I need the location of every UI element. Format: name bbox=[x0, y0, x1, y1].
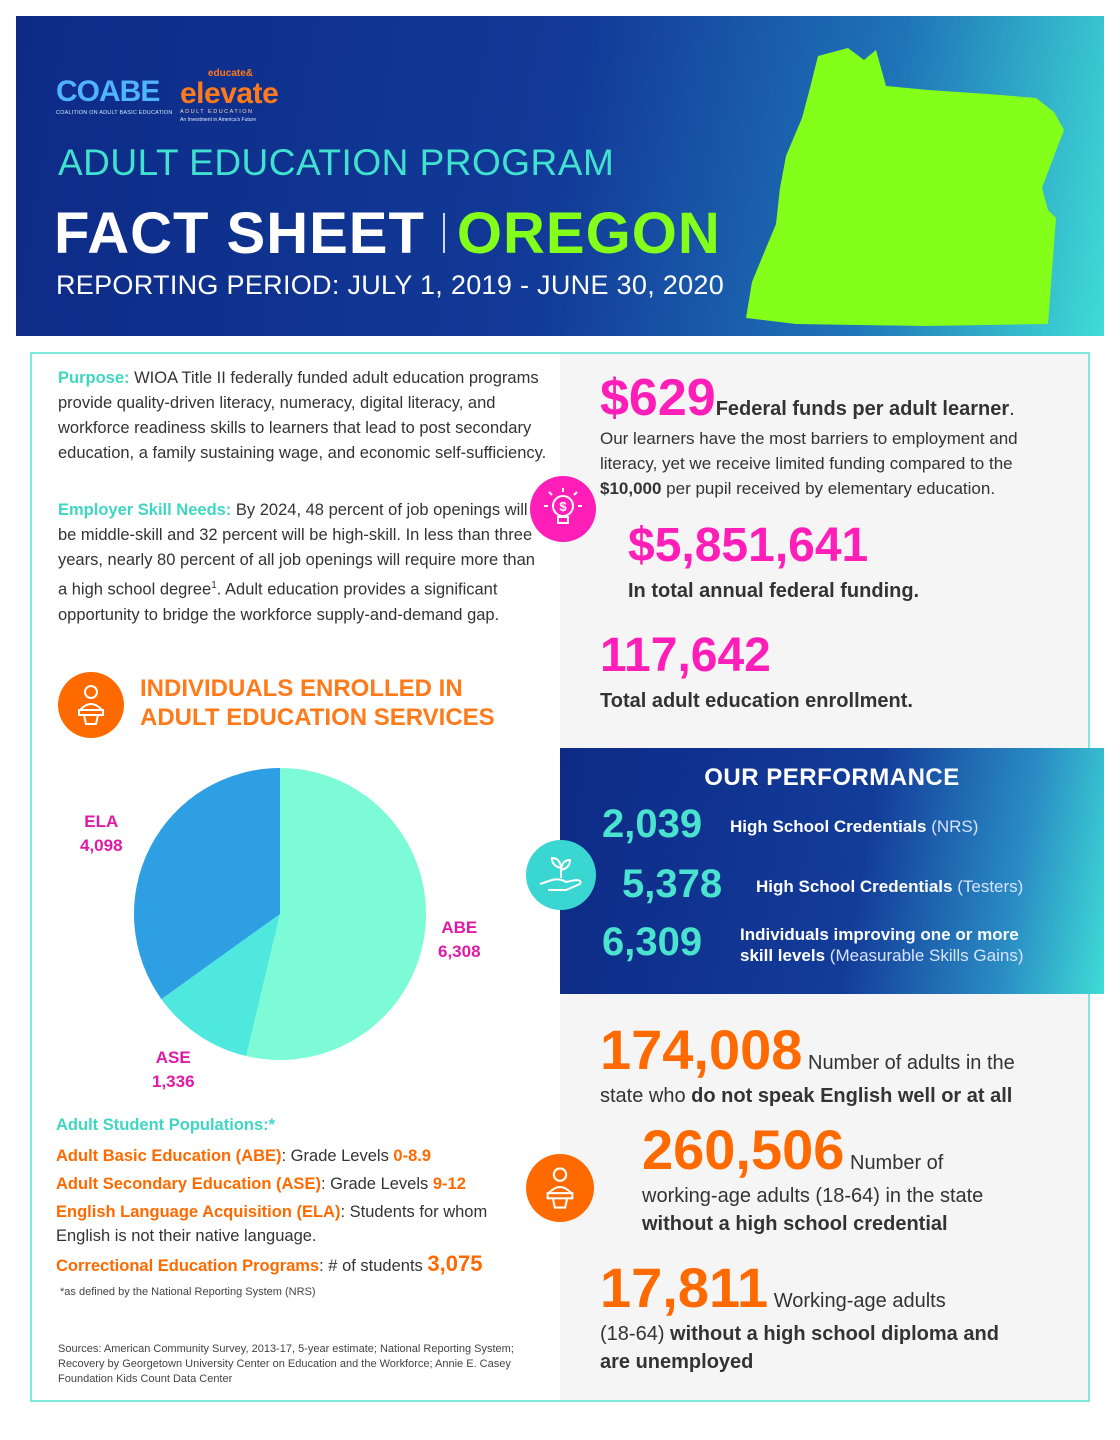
enrollment-total-value: 117,642 bbox=[600, 629, 771, 682]
perf-label-msg: Individuals improving one or more skill levels (Measurable Skills Gains) bbox=[740, 925, 1024, 965]
elevate-logo: educate& elevate ADULT EDUCATION An Investment in America's Future bbox=[180, 68, 279, 123]
stat-no-credential-value: 260,506 bbox=[642, 1118, 845, 1181]
enrollment-title: INDIVIDUALS ENROLLED IN ADULT EDUCATION SERVICES bbox=[140, 675, 495, 731]
pie-label-ase-name: ASE bbox=[155, 1048, 191, 1067]
pie-label-ase-value: 1,336 bbox=[152, 1072, 195, 1091]
fact-sheet-title bbox=[54, 198, 721, 268]
purpose-paragraph: Purpose: WIOA Title II federally funded adult education programs provide quality-driven literacy, numeracy, digital literacy, and workforce readiness skills to learners that lead to post secondary education, a family sustaining wage, and economic self-sufficiency. bbox=[58, 369, 547, 462]
hand-plant-icon bbox=[526, 840, 596, 910]
stat-no-credential: 260,506 Number of working-age adults (18-64) in the state without a high school credential bbox=[642, 1118, 984, 1235]
population-abe: Adult Basic Education (ABE): Grade Levels 0-8.9 bbox=[56, 1147, 432, 1165]
population-cep: Correctional Education Programs: # of students 3,075 bbox=[56, 1251, 483, 1276]
program-title: ADULT EDUCATION PROGRAM bbox=[58, 142, 615, 183]
stat-unemployed-value: 17,811 bbox=[600, 1256, 769, 1319]
pie-label-ela-value: 4,098 bbox=[80, 836, 123, 855]
pie-label-abe-name: ABE bbox=[441, 918, 478, 937]
performance-title: OUR PERFORMANCE bbox=[704, 764, 960, 791]
stat-english-value: 174,008 bbox=[600, 1018, 803, 1081]
pie-label-abe bbox=[438, 916, 481, 964]
population-ela: English Language Acquisition (ELA): Students for whom English is not their native language. bbox=[56, 1203, 488, 1245]
total-federal-value: $5,851,641 bbox=[628, 519, 869, 572]
title-divider bbox=[443, 213, 445, 253]
total-federal-label: In total annual federal funding. bbox=[628, 580, 920, 602]
per-learner-description: Our learners have the most barriers to employment and literacy, yet we receive limited funding compared to the $10,000 per pupil received by elementary education. bbox=[600, 429, 1018, 498]
pie-label-ela bbox=[80, 810, 123, 858]
perf-value-msg: 6,309 bbox=[602, 920, 703, 964]
sources: Sources: American Community Survey, 2013-17, 5-year estimate; National Reporting System; Recovery by Georgetown University Center on Education and the Workforce; Annie E. Casey Foundation Kids Count Data Center bbox=[58, 1343, 514, 1385]
person-podium-icon bbox=[526, 1154, 594, 1222]
lightbulb-dollar-icon bbox=[530, 476, 596, 542]
stat-english: 174,008 Number of adults in the state who do not speak English well or at all bbox=[600, 1018, 1015, 1107]
populations-title: Adult Student Populations:* bbox=[56, 1116, 276, 1134]
enrollment-pie-chart bbox=[120, 754, 440, 1084]
svg-text:$: $ bbox=[559, 499, 567, 514]
enrollment-total-label: Total adult education enrollment. bbox=[600, 690, 913, 712]
fact-sheet-label: FACT SHEET bbox=[54, 200, 425, 266]
employer-paragraph: Employer Skill Needs: By 2024, 48 percent of job openings will be middle-skill and 32 percent will be high-skill. In less than three years, nearly 80 percent of all job openings will require more than a high school degree$^1$. Adult education provides a significant opportunity to bridge the workforce supply-and-demand gap. bbox=[58, 501, 535, 624]
header-banner bbox=[16, 16, 1104, 336]
perf-value-testers: 5,378 bbox=[622, 862, 723, 906]
per-learner-label: Federal funds per adult learner bbox=[715, 398, 1010, 420]
population-ase: Adult Secondary Education (ASE): Grade Levels 9-12 bbox=[56, 1175, 466, 1193]
stat-unemployed: 17,811 Working-age adults (18-64) without a high school diploma and are unemployed bbox=[600, 1256, 999, 1373]
perf-label-testers: High School Credentials (Testers) bbox=[756, 877, 1024, 896]
pie-label-abe-value: 6,308 bbox=[438, 942, 481, 961]
pie-label-ase bbox=[152, 1046, 195, 1094]
pie-label-ela-name: ELA bbox=[84, 812, 119, 831]
performance-panel bbox=[560, 748, 1104, 994]
per-learner-funding: $629Federal funds per adult learner. bbox=[600, 369, 1015, 427]
person-podium-icon bbox=[58, 672, 124, 738]
perf-label-nrs: High School Credentials (NRS) bbox=[730, 817, 979, 836]
oregon-map-icon bbox=[736, 38, 1076, 328]
nrs-footnote: *as defined by the National Reporting System (NRS) bbox=[60, 1286, 316, 1298]
coabe-logo: COABE COALITION ON ADULT BASIC EDUCATION bbox=[56, 75, 173, 116]
perf-value-nrs: 2,039 bbox=[602, 802, 703, 846]
reporting-period: REPORTING PERIOD: JULY 1, 2019 - JUNE 30, 2020 bbox=[56, 270, 725, 300]
per-learner-value: $629 bbox=[600, 369, 716, 427]
state-name: OREGON bbox=[456, 200, 721, 266]
